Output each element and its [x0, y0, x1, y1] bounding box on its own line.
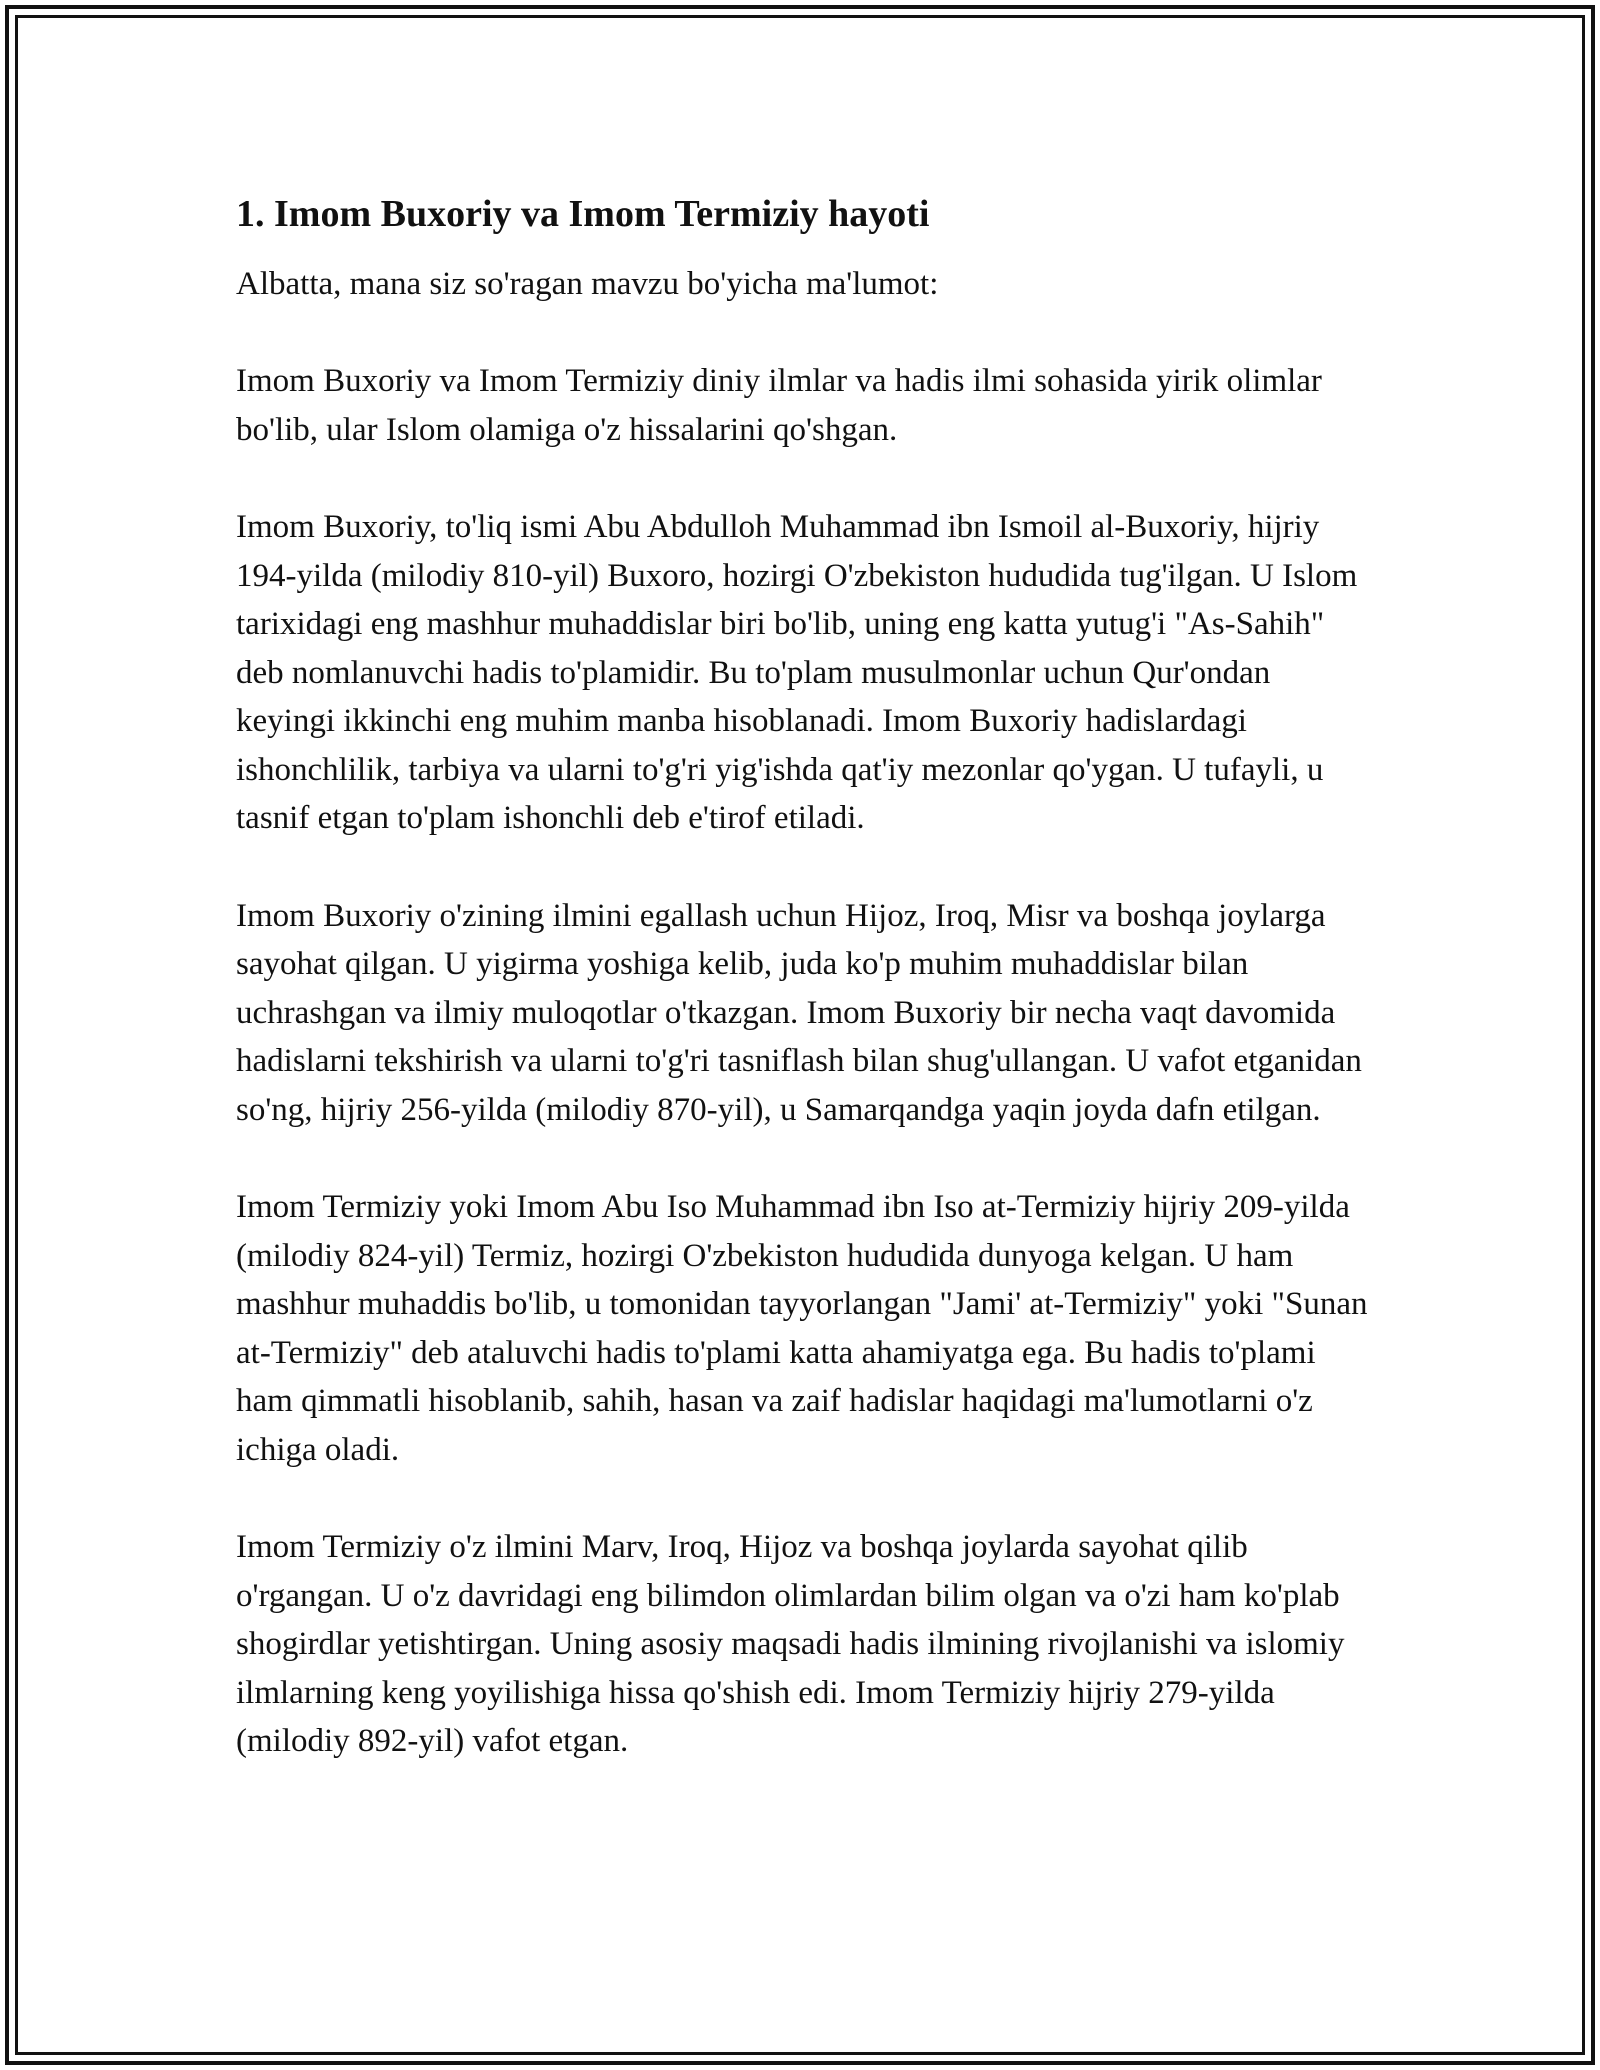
paragraph-buxoriy-travels: Imom Buxoriy o'zining ilmini egallash uchun Hijoz, Iroq, Misr va boshqa joylarga sayohat qilgan. U yigirma yoshiga kelib, juda ko'p muhim muhaddislar bilan uchrashgan va ilmiy muloqotlar o'tkazgan. Imom Buxoriy bir necha vaqt davomida hadislarni tekshirish va ularni to'g'ri tasniflash bilan shug'ullangan. U vafot etganidan so'ng, hijriy 256-yilda (milodiy 870-yil), u Samarqandga yaqin joyda dafn etilgan. [236, 897, 1362, 1128]
paragraph-termiziy-biography: Imom Termiziy yoki Imom Abu Iso Muhammad ibn Iso at-Termiziy hijriy 209-yilda (milodiy 824-yil) Termiz, hozirgi O'zbekiston hududida dunyoga kelgan. U ham mashhur muhaddis bo'lib, u tomonidan tayyorlangan "Jami' at-Termiziy" yoki "Sunan at-Termiziy" deb ataluvchi hadis to'plami katta ahamiyatga ega. Bu hadis to'plami ham qimmatli hisoblanib, sahih, hasan va zaif hadislar haqidagi ma'lumotlarni o'z ichiga oladi. [236, 1189, 1368, 1468]
paragraph-buxoriy-biography: Imom Buxoriy, to'liq ismi Abu Abdulloh Muhammad ibn Ismoil al-Buxoriy, hijriy 194-yilda (milodiy 810-yil) Buxoro, hozirgi O'zbekiston hududida tug'ilgan. U Islom tarixidagi eng mashhur muhaddislar biri bo'lib, uning eng katta yutug'i "As-Sahih" deb nomlanuvchi hadis to'plamidir. Bu to'plam musulmonlar uchun Qur'ondan keyingi ikkinchi eng muhim manba hisoblanadi. Imom Buxoriy hadislardagi ishonchlilik, tarbiya va ularni to'g'ri yig'ishda qat'iy mezonlar qo'ygan. U tufayli, u tasnif etgan to'plam ishonchli deb e'tirof etiladi. [236, 509, 1358, 836]
section-heading: 1. Imom Buxoriy va Imom Termiziy hayoti [236, 193, 930, 235]
document-body [236, 186, 1371, 1815]
paragraph-termiziy-travels: Imom Termiziy o'z ilmini Marv, Iroq, Hijoz va boshqa joylarda sayohat qilib o'rgangan. U o'z davridagi eng bilimdon olimlardan bilim olgan va o'zi ham ko'plab shogirdlar yetishtirgan. Uning asosiy maqsadi hadis ilmining rivojlanishi va islomiy ilmlarning keng yoyilishiga hissa qo'shish edi. Imom Termiziy hijriy 279-yilda (milodiy 892-yil) vafot etgan. [236, 1529, 1345, 1759]
paragraph-overview: Imom Buxoriy va Imom Termiziy diniy ilmlar va hadis ilmi sohasida yirik olimlar bo'lib, ular Islom olamiga o'z hissalarini qo'shgan. [236, 363, 1322, 448]
intro-paragraph: Albatta, mana siz so'ragan mavzu bo'yicha ma'lumot: [236, 266, 939, 302]
